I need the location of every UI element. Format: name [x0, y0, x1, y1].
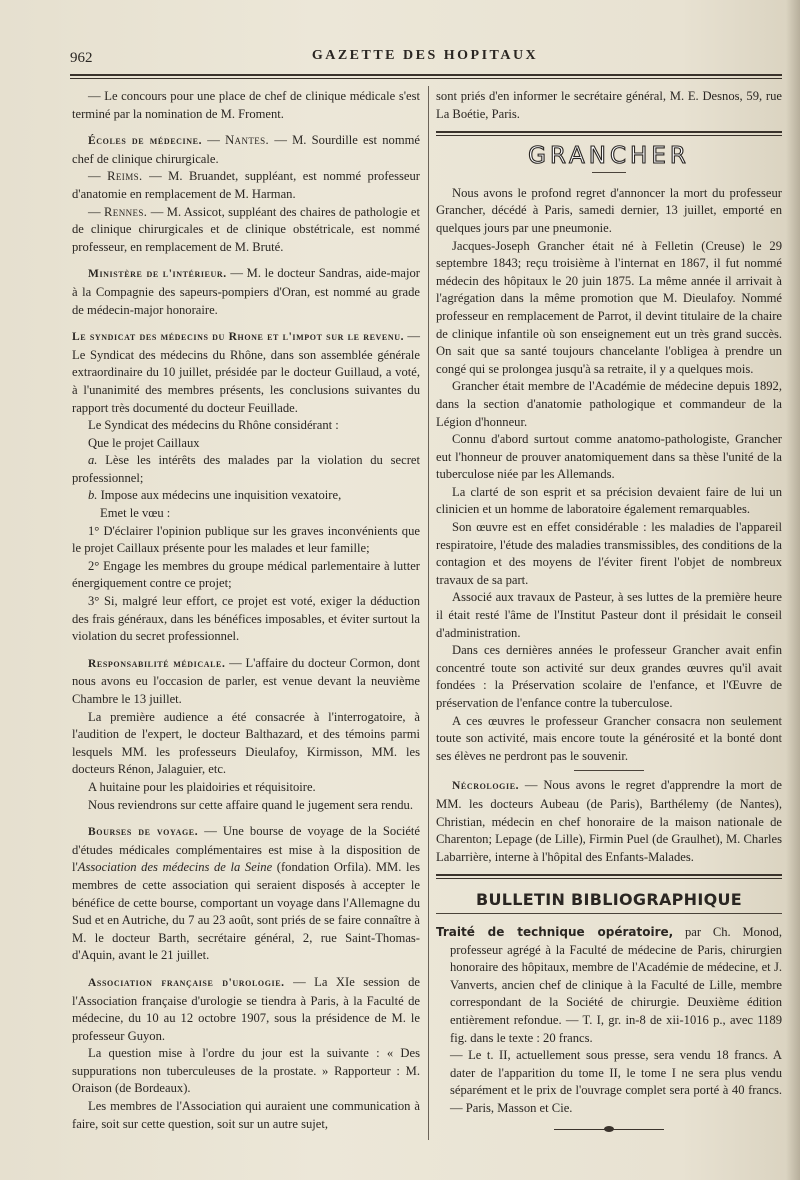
section-heading: Ministère de l'intérieur. [88, 268, 227, 281]
biblio-entry-continued: — Le t. II, actuellement sous presse, sera vendu 18 francs. A dater de l'apparition du tome II, le tome I ne sera plus vendu séparément et le prix de l'ouvrage complet sera porté à 40 francs. — Paris, Masson et Cie. [450, 1048, 782, 1115]
title-rule [592, 172, 626, 173]
page-header [70, 44, 780, 70]
urologie-line: Les membres de l'Association qui auraient une communication à faire, soit sur cette question, soit sur un autre sujet, [72, 1099, 420, 1131]
grancher-paragraph: A ces œuvres le professeur Grancher consacra non seulement toute son activité, mais encore toute la générosité et la bonté dont ses élèves ne perdront pas le souvenir. [436, 713, 782, 763]
urologie-paragraph: Association française d'urologie. — La XIe session de l'Association française d'urologie se tiendra à Paris, à la Faculté de médecine, du 10 au 12 octobre 1907, sous la présidence de M. le professeur Guyon. [72, 974, 420, 1043]
grancher-paragraph: Connu d'abord surtout comme anatomo-pathologiste, Grancher eut l'honneur de prouver anatomiquement dans sa thèse l'unité de la tuberculose niée par les Allemands. [436, 432, 782, 482]
grancher-paragraph: Son œuvre est en effet considérable : les maladies de l'appareil respiratoire, l'étude des maladies transmissibles, des conditions de la contagion et des moyens de l'éviter firent l'objet de nombreux travaux de sa part. [436, 520, 782, 587]
header-rule-thin [70, 78, 782, 79]
biblio-title: BULLETIN BIBLIOGRAPHIQUE [475, 890, 743, 910]
grancher-paragraph: Associé aux travaux de Pasteur, à ses luttes de la première heure il était resté l'âme de l'Institut Pasteur dont il présidait le conseil d'administration. [436, 590, 782, 640]
page-edge-shadow [786, 0, 800, 1180]
responsabilite-line: A huitaine pour les plaidoiries et réquisitoire. [88, 779, 316, 794]
section-heading: Écoles de médecine. [88, 135, 203, 148]
concours-paragraph: — Le concours pour une place de chef de clinique médicale s'est terminé par la nomination de M. Froment. [72, 89, 420, 121]
syndicat-line: a. Lèse les intérêts des malades par la violation du secret professionnel; [72, 453, 420, 485]
reims-paragraph: — Reims. — M. Bruandet, suppléant, est nommé professeur d'anatomie en remplacement de M. Harman. [72, 169, 420, 201]
syndicat-line: 2° Engage les membres du groupe médical parlementaire à lutter énergiquement contre ce projet; [72, 558, 420, 591]
necrologie-paragraph: Nécrologie. — Nous avons le regret d'apprendre la mort de MM. les docteurs Aubeau (de Paris), Barthélemy (de Nantes), Christian, médecin en chef honoraire de la maison nationale de Charenton; Lepage (de Lille), Firmin Puel (de Graulhet), M. Charles Labarrière, interne à l'hôpital des Enfants-Malades. [436, 778, 782, 864]
responsabilite-line: La première audience a été consacrée à l'interrogatoire, à l'audition de l'expert, le docteur Balthazard, et des témoins parmi lesquels MM. les professeurs Dieulafoy, Kirmisson, MM. les docteurs Rénon, Jalaguier, etc. [72, 709, 420, 777]
end-ornament [554, 1125, 664, 1133]
continuation-paragraph: sont priés d'en informer le secrétaire général, M. E. Desnos, 59, rue La Boétie, Paris. [436, 89, 782, 121]
section-rule [436, 131, 782, 133]
column-divider [428, 86, 429, 1140]
syndicat-line: b. Impose aux médecins une inquisition vexatoire, [88, 488, 342, 503]
syndicat-line: Que le projet Caillaux [88, 435, 200, 450]
biblio-rule [436, 913, 782, 914]
section-heading: Association française d'urologie. [88, 976, 285, 989]
responsabilite-line: Nous reviendrons sur cette affaire quand le jugement sera rendu. [88, 797, 413, 812]
section-heading: Responsabilité médicale. [88, 657, 226, 670]
ministere-paragraph: Ministère de l'intérieur. — M. le docteur Sandras, aide-major à la Compagnie des sapeurs-pompiers d'Oran, est nommé au grade de médecin-major honoraire. [72, 266, 420, 317]
rennes-paragraph: — Rennes. — M. Assicot, suppléant des chaires de pathologie et de clinique chirurgicales et de clinique obstétricale, est nommé professeur, en remplacement de M. Bruté. [72, 204, 420, 254]
bourses-paragraph: Bourses de voyage. — Une bourse de voyage de la Société d'études médicales complémentaires est mise à la disposition de l'Association des médecins de la Seine (fondation Orfila). MM. les membres de cette association qui seraient disposés à accepter le bénéfice de cette bourse, comportant un voyage dans l'Allemagne du Sud et en Autriche, du 7 au 23 août, sont priés de se faire connaître à M. le docteur Barth, secrétaire général, 2, rue Saint-Thomas-d'Aquin, avant le 21 juillet. [72, 824, 420, 963]
syndicat-line: 1° D'éclairer l'opinion publique sur les graves inconvénients que le projet Caillaux présente pour les malades et leur famille; [72, 523, 420, 556]
section-rule [436, 874, 782, 876]
grancher-paragraph: Nous avons le profond regret d'annoncer la mort du professeur Grancher, décédé à Paris, samedi dernier, 13 juillet, emporté en quelques jours par une pneumonie. [436, 185, 782, 235]
header-rule [70, 74, 782, 76]
syndicat-paragraph: Le syndicat des médecins du Rhone et l'impot sur le revenu. — Le Syndicat des médecins du Rhône, dans son assemblée générale extraordinaire du 10 juillet, présidée par le docteur Guillaud, a voté, à l'unanimité des membres présents, les conclusions suivantes du rapport très documenté du docteur Feuillade. [72, 329, 421, 415]
section-rule-thin [436, 878, 782, 879]
syndicat-line: Le Syndicat des médecins du Rhône considérant : [88, 418, 339, 433]
section-rule-thin [436, 135, 782, 136]
ecoles-paragraph: Écoles de médecine. — Nantes. — M. Sourdille est nommé chef de clinique chirurgicale. [72, 133, 421, 166]
grancher-paragraph: Jacques-Joseph Grancher était né à Felletin (Creuse) le 29 septembre 1843; reçu troisième à l'internat en 1867, il fut nommé médecin des hôpitaux le 20 juin 1875. La même année il arrivait à l'agrégation dans la même promotion que M. Dieulafoy. Nommé professeur en remplacement de Parrot, il devint titulaire de la chaire de clinique infantile où son enseignement eut un très grand succès. On sait que sa santé toujours chancelante l'obligea à prendre un congé qui se prolongea jusqu'à sa retraite, il y a quelques mois. [436, 238, 782, 376]
left-column [72, 88, 420, 1133]
section-heading: Bourses de voyage. [88, 826, 199, 839]
section-heading: Le syndicat des médecins du Rhone et l'impot sur le revenu. [72, 331, 405, 344]
grancher-paragraph: Dans ces dernières années le professeur Grancher avait enfin concentré toute son activité sur deux grandes œuvres qu'il avait fondées : la Préservation scolaire de l'enfance, et l'Œuvre de préservation de l'enfance contre la tuberculose. [436, 643, 782, 710]
right-column [436, 88, 782, 1133]
grancher-paragraph: Grancher était membre de l'Académie de médecine depuis 1892, dans la section d'anatomie pathologique et commandeur de la Légion d'honneur. [436, 379, 782, 429]
urologie-line: La question mise à l'ordre du jour est la suivante : « Des suppurations non tuberculeuses de la prostate. » Rapporteur : M. Oraison (de Bordeaux). [72, 1046, 420, 1096]
responsabilite-paragraph: Responsabilité médicale. — L'affaire du docteur Cormon, dont nous avons eu l'occasion de parler, est venue devant la neuvième Chambre le 13 juillet. [72, 655, 420, 706]
syndicat-line: 3° Si, malgré leur effort, ce projet est voté, exiger la déduction des frais généraux, dans les bénéfices imposables, et éviter surtout la violation du secret professionnel. [72, 594, 420, 644]
separator-rule [574, 770, 644, 771]
grancher-title: GRANCHER [528, 143, 690, 170]
section-heading: Nécrologie. [452, 780, 520, 793]
journal-title: GAZETTE DES HOPITAUX [311, 48, 539, 63]
grancher-paragraph: La clarté de son esprit et sa précision devaient faire de lui un clinicien et un homme de laboratoire également remarquables. [436, 484, 782, 517]
biblio-entry: Traité de technique opératoire, par Ch. Monod, professeur agrégé à la Faculté de médecine de Paris, chirurgien honoraire des hôpitaux, membre de l'Académie de médecine, et J. Vanverts, ancien chef de clinique à la Faculté de Lille, membre correspondant de la Société de chirurgie. Deuxième édition entièrement refondue. — T. I, gr. in-8 de xii-1016 p., avec 1189 fig. dans le texte : 20 francs. [436, 924, 782, 1045]
page-number: 962 [70, 50, 93, 66]
syndicat-line: Emet le vœu : [100, 506, 171, 521]
